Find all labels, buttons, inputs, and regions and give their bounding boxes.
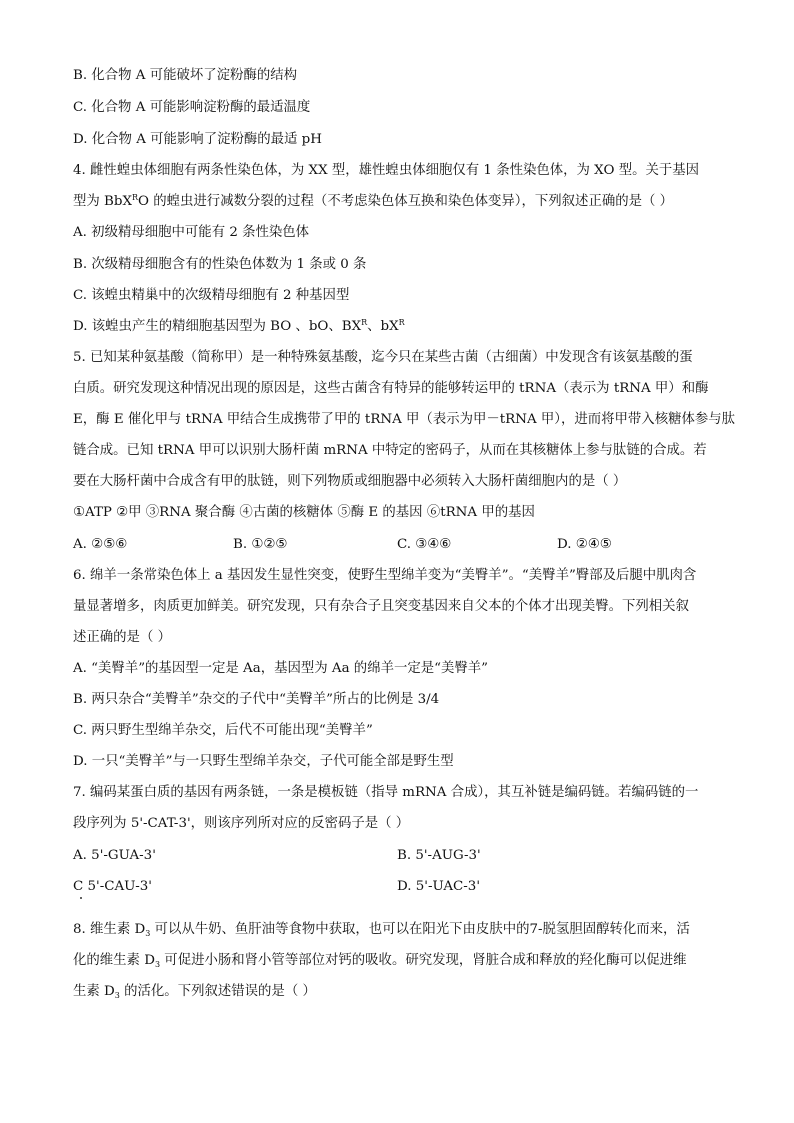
q6-option-b: B. 两只杂合“美臀羊”杂交的子代中“美臀羊”所占的比例是 3/4: [73, 692, 440, 707]
stray-dot-mark: [80, 897, 82, 899]
q5-stem-line1: 5. 已知某种氨基酸（简称甲）是一种特殊氨基酸，迄今只在某些古菌（古细菌）中发现含有该氨基酸的蛋: [73, 350, 693, 365]
q4-option-a: A. 初级精母细胞中可能有 2 条性染色体: [73, 225, 310, 240]
q4-stem-line1: 4. 雌性蝗虫体细胞有两条性染色体，为 XX 型，雄性蝗虫体细胞仅有 1 条性染色体，为 XO 型。关于基因: [73, 163, 700, 178]
q5-option-a: A. ②⑤⑥: [73, 537, 128, 552]
q7-option-c: C 5'-CAU-3': [73, 879, 152, 894]
q7-stem-line1: 7. 编码某蛋白质的基因有两条链，一条是模板链（指导 mRNA 合成），其互补链是编码链。若编码链的一: [73, 785, 699, 800]
q7-option-a: A. 5'-GUA-3': [73, 848, 156, 863]
q5-option-d: D. ②④⑤: [557, 537, 612, 552]
q4-option-b: B. 次级精母细胞含有的性染色体数为 1 条或 0 条: [73, 257, 367, 272]
q5-stem-line2: 白质。研究发现这种情况出现的原因是，这些古菌含有特异的能够转运甲的 tRNA（表示为 tRNA 甲）和酶: [73, 381, 709, 396]
q5-stem-line3: E，酶 E 催化甲与 tRNA 甲结合生成携带了甲的 tRNA 甲（表示为甲－tRNA 甲），进而将甲带入核糖体参与肽: [73, 412, 736, 427]
q4-option-c: C. 该蝗虫精巢中的次级精母细胞有 2 种基因型: [73, 288, 350, 303]
q6-stem-line1: 6. 绵羊一条常染色体上 a 基因发生显性突变，使野生型绵羊变为“美臀羊”。“美臀羊”臀部及后腿中肌肉含: [73, 568, 697, 583]
q6-stem-line3: 述正确的是（ ）: [73, 630, 171, 645]
q5-option-b: B. ①②⑤: [233, 537, 288, 552]
q5-stem-line4: 链合成。已知 tRNA 甲可以识别大肠杆菌 mRNA 中特定的密码子，从而在其核糖体上参与肽链的合成。若: [73, 443, 707, 458]
q7-option-d: D. 5'-UAC-3': [397, 879, 481, 894]
q3-option-b: B. 化合物 A 可能破坏了淀粉酶的结构: [73, 68, 298, 83]
q8-stem-line3: 生素 $D_3$ 的活化。下列叙述错误的是（ ）: [73, 984, 316, 1000]
q8-stem-line1: 8. 维生素 $D_3$ 可以从牛奶、鱼肝油等食物中获取，也可以在阳光下由皮肤中的7-脱氢胆固醇转化而来，活: [73, 922, 690, 938]
q6-option-d: D. 一只“美臀羊”与一只野生型绵羊杂交，子代可能全部是野生型: [73, 754, 454, 769]
q3-option-d: D. 化合物 A 可能影响了淀粉酶的最适 pH: [73, 132, 322, 147]
q7-stem-line2: 段序列为 5'-CAT-3'，则该序列所对应的反密码子是（ ）: [73, 816, 410, 831]
q4-stem-line2: 型为 BbX$^R$O 的蝗虫进行减数分裂的过程（不考虑染色体互换和染色体变异），下列叙述正确的是（ ）: [73, 193, 674, 209]
q6-stem-line2: 量显著增多，肉质更加鲜美。研究发现，只有杂合子且突变基因来自父本的个体才出现美臀。下列相关叙: [73, 599, 689, 614]
q5-option-c: C. ③④⑥: [397, 537, 452, 552]
q3-option-c: C. 化合物 A 可能影响淀粉酶的最适温度: [73, 100, 311, 115]
q8-stem-line2: 化的维生素 $D_3$ 可促进小肠和肾小管等部位对钙的吸收。研究发现，肾脏合成和释放的羟化酶可以促进维: [73, 953, 687, 969]
q5-stem-line5: 要在大肠杆菌中合成含有甲的肽链，则下列物质或细胞器中必须转入大肠杆菌细胞内的是（ ）: [73, 474, 627, 489]
q4-option-d: D. 该蝗虫产生的精细胞基因型为 BO 、bO、$BX^R$、$bX^R$: [73, 318, 405, 334]
q7-option-b: B. 5'-AUG-3': [397, 848, 481, 863]
q6-option-c: C. 两只野生型绵羊杂交，后代不可能出现“美臀羊”: [73, 723, 373, 738]
q5-items: ①ATP ②甲 ③RNA 聚合酶 ④古菌的核糖体 ⑤酶 E 的基因 ⑥tRNA 甲的基因: [73, 505, 535, 520]
q6-option-a: A. “美臀羊”的基因型一定是 Aa，基因型为 Aa 的绵羊一定是“美臀羊”: [73, 661, 489, 676]
